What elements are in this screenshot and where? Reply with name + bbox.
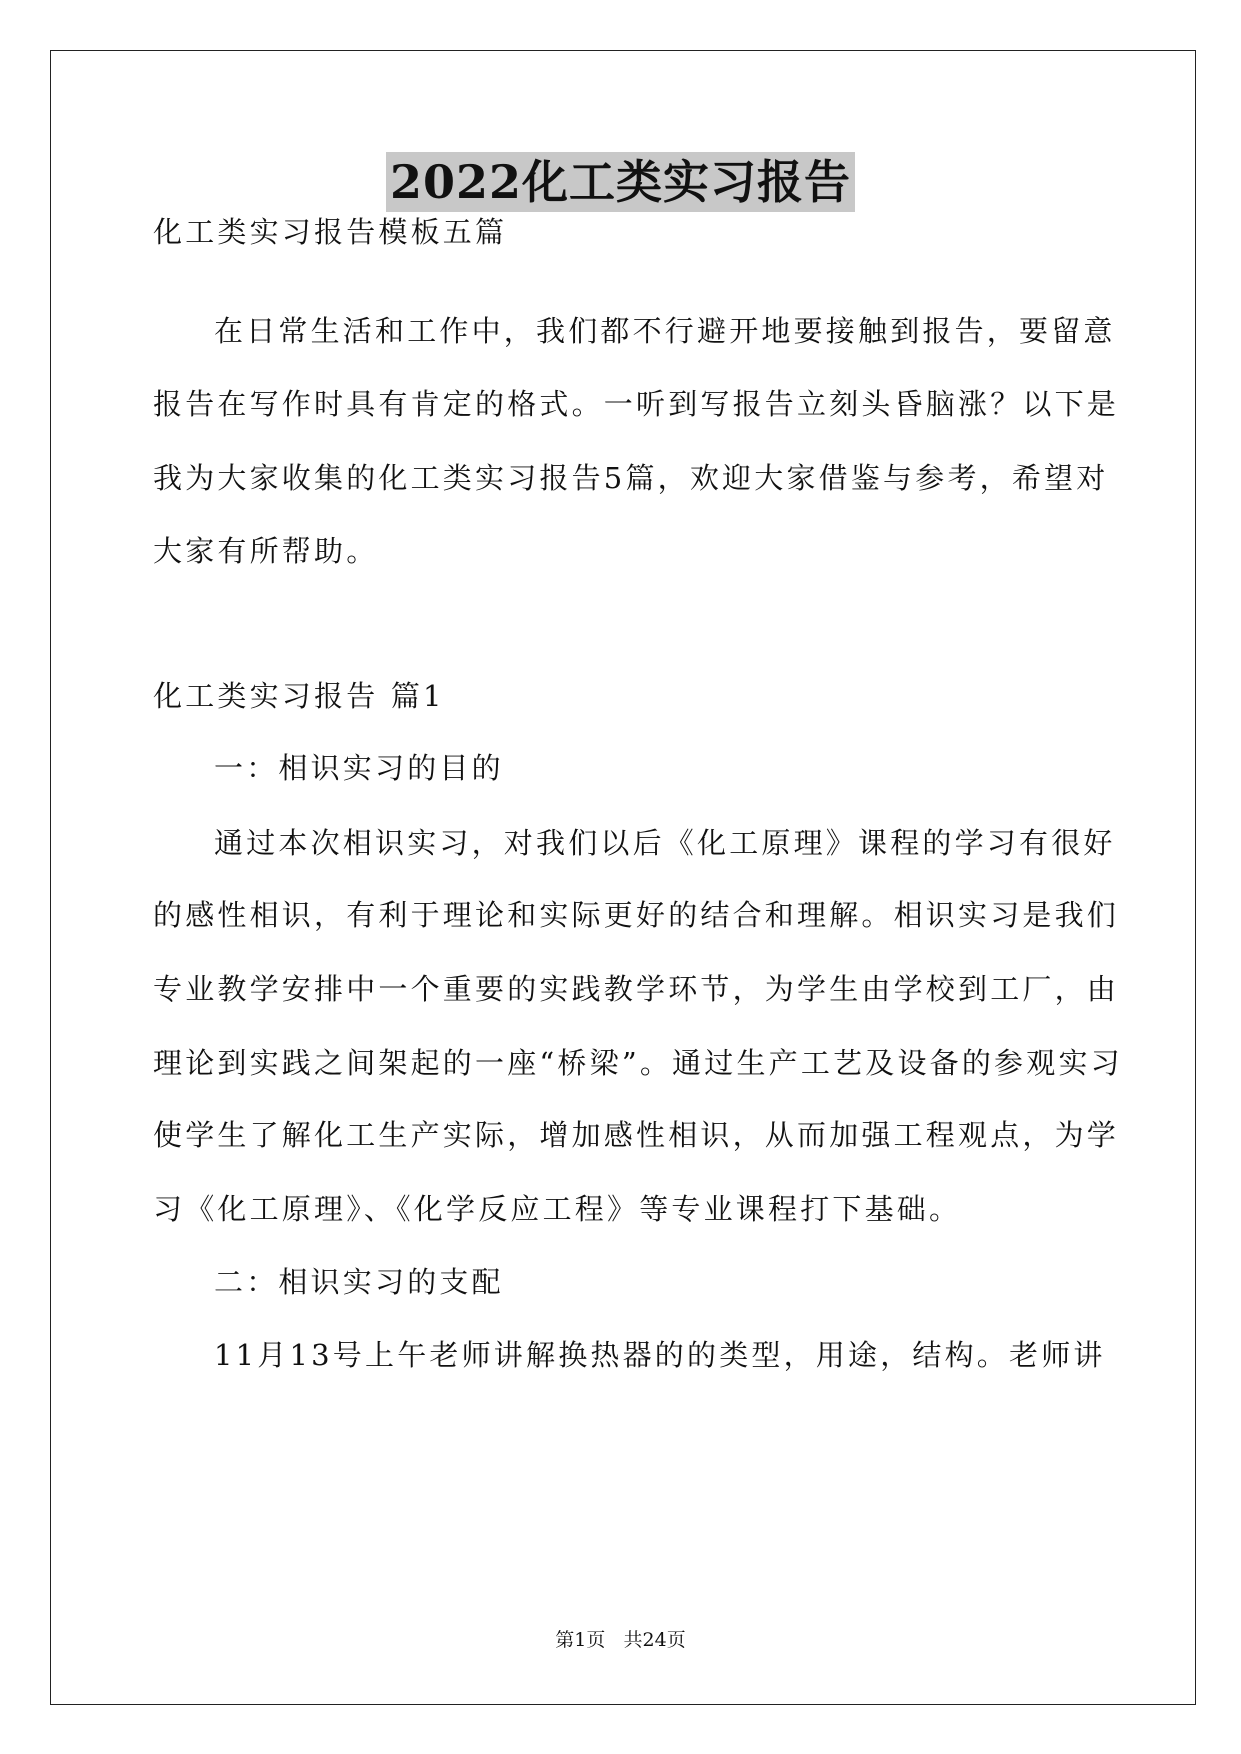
body-line: 使学生了解化工生产实际，增加感性相识，从而加强工程观点，为学 xyxy=(153,1118,1120,1152)
body-line: 习《化工原理》、《化学反应工程》等专业课程打下基础。 xyxy=(153,1192,962,1226)
page-number: 第1页 xyxy=(555,1629,606,1651)
part2-heading: 二：相识实习的支配 xyxy=(214,1265,504,1299)
part1-heading: 一：相识实习的目的 xyxy=(214,751,504,785)
body-line: 专业教学安排中一个重要的实践教学环节，为学生由学校到工厂，由 xyxy=(153,972,1120,1006)
intro-line: 大家有所帮助。 xyxy=(153,534,379,568)
page-border xyxy=(50,50,1196,1705)
page-footer xyxy=(0,1628,1241,1652)
subtitle: 化工类实习报告模板五篇 xyxy=(153,215,508,249)
intro-line: 在日常生活和工作中，我们都不行避开地要接触到报告，要留意 xyxy=(214,314,1116,348)
body-line: 通过本次相识实习，对我们以后《化工原理》课程的学习有很好 xyxy=(214,826,1116,860)
page-total: 共24页 xyxy=(623,1629,686,1651)
body-line: 理论到实践之间架起的一座“桥梁”。通过生产工艺及设备的参观实习 xyxy=(153,1046,1123,1080)
body-line: 的感性相识，有利于理论和实际更好的结合和理解。相识实习是我们 xyxy=(153,898,1120,932)
intro-line: 报告在写作时具有肯定的格式。一听到写报告立刻头昏脑涨？以下是 xyxy=(153,387,1120,421)
intro-line: 我为大家收集的化工类实习报告5篇，欢迎大家借鉴与参考，希望对 xyxy=(153,461,1109,495)
section-heading: 化工类实习报告 篇1 xyxy=(153,679,445,713)
body-line: 11月13号上午老师讲解换热器的的类型，用途，结构。老师讲 xyxy=(214,1338,1106,1372)
title-container xyxy=(0,152,1241,212)
document-title: 2022化工类实习报告 xyxy=(386,152,855,212)
